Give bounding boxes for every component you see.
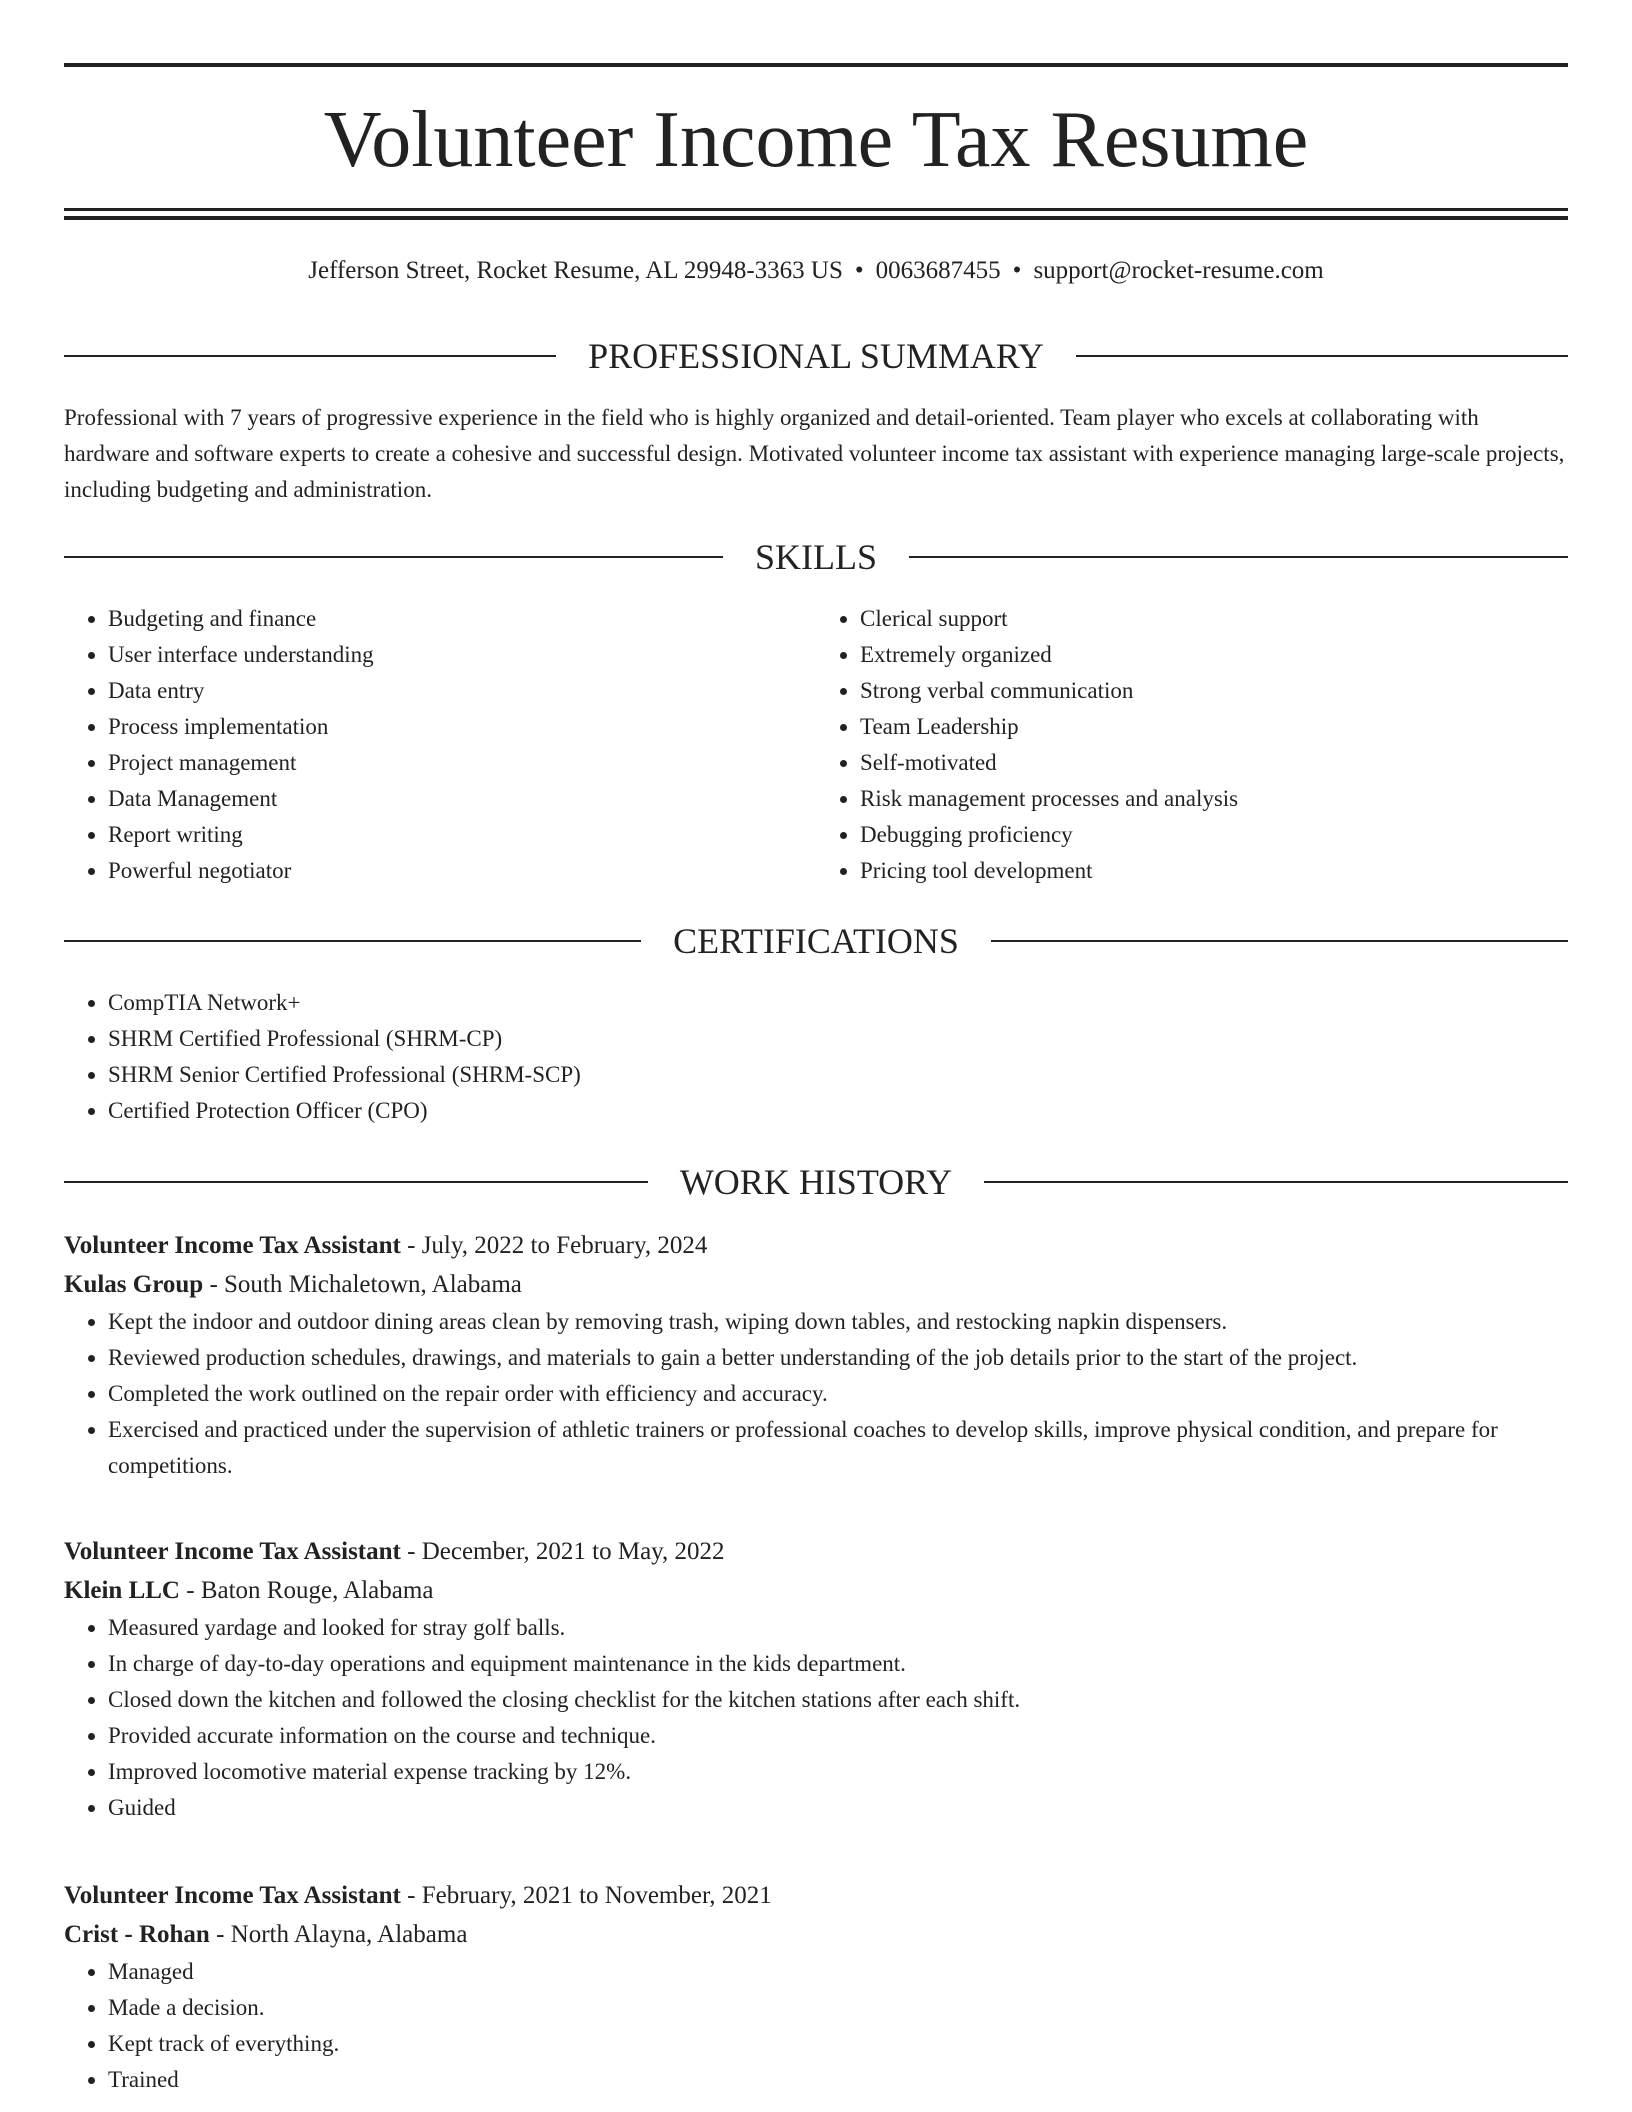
summary-text: Professional with 7 years of progressive experience in the field who is highly organized and detail-oriented. Team player who excels at collaborating with hardware and software experts to create a cohesive and successful design. Motivated volunteer income tax assistant with experience managing large-scale projects, including budgeting and administration.: [64, 405, 1565, 502]
section-rule: [64, 1181, 648, 1183]
skill-item: • Budgeting and finance: [108, 601, 816, 637]
contact-line: [64, 254, 1568, 288]
certifications-heading: CERTIFICATIONS: [673, 921, 959, 961]
job-entry: [64, 1532, 1568, 1826]
certifications-list: [64, 985, 1568, 1129]
top-rule: [64, 63, 1568, 67]
skill-item: • Clerical support: [860, 601, 1568, 637]
job-bullet: • Completed the work outlined on the repair order with efficiency and accuracy.: [108, 1376, 1568, 1412]
certification-item: • SHRM Certified Professional (SHRM-CP): [108, 1021, 1568, 1057]
skill-item: • Powerful negotiator: [108, 853, 816, 889]
skill-item: • Team Leadership: [860, 709, 1568, 745]
job-company: Crist - Rohan: [64, 1921, 210, 1948]
section-rule: [991, 940, 1568, 942]
contact-separator: •: [1012, 257, 1022, 284]
job-title-line: [64, 1876, 1568, 1915]
job-bullet: • Reviewed production schedules, drawings, and materials to gain a better understanding of the job details prior to the start of the project.: [108, 1340, 1568, 1376]
contact-address: Jefferson Street, Rocket Resume, AL 29948-3363 US: [308, 257, 843, 284]
job-dates: - July, 2022 to February, 2024: [400, 1232, 708, 1259]
skill-item: • Project management: [108, 745, 816, 781]
section-rule: [64, 556, 723, 558]
skill-item: • Risk management processes and analysis: [860, 781, 1568, 817]
job-location: - Baton Rouge, Alabama: [180, 1577, 434, 1604]
title-rule-lower: [64, 216, 1568, 220]
job-bullet: • Kept track of everything.: [108, 2026, 1568, 2062]
summary-heading: PROFESSIONAL SUMMARY: [588, 336, 1044, 376]
title-rule-upper: [64, 208, 1568, 211]
skill-item: • Data Management: [108, 781, 816, 817]
certification-item: • Certified Protection Officer (CPO): [108, 1093, 1568, 1129]
summary-section-header: [64, 334, 1568, 378]
section-rule: [984, 1181, 1568, 1183]
job-bullets: [64, 1610, 1568, 1826]
job-bullet: • Measured yardage and looked for stray golf balls.: [108, 1610, 1568, 1646]
skill-item: • Report writing: [108, 817, 816, 853]
skill-item: • Data entry: [108, 673, 816, 709]
job-company: Kulas Group: [64, 1271, 204, 1298]
job-dates: - February, 2021 to November, 2021: [400, 1882, 772, 1909]
job-company: Klein LLC: [64, 1577, 180, 1604]
job-bullet: • Trained: [108, 2062, 1568, 2098]
work-section-header: [64, 1160, 1568, 1204]
skill-item: • Process implementation: [108, 709, 816, 745]
job-entry: [64, 1876, 1568, 2098]
job-bullet: • In charge of day-to-day operations and equipment maintenance in the kids department.: [108, 1646, 1568, 1682]
section-rule: [64, 940, 641, 942]
job-company-line: [64, 1265, 1568, 1304]
job-title-line: [64, 1532, 1568, 1571]
skill-item: • Strong verbal communication: [860, 673, 1568, 709]
job-title: Volunteer Income Tax Assistant: [64, 1232, 401, 1259]
job-title: Volunteer Income Tax Assistant: [64, 1538, 401, 1565]
job-bullets: [64, 1954, 1568, 2098]
certifications-section-header: [64, 919, 1568, 963]
job-bullet: • Guided: [108, 1790, 1568, 1826]
skill-item: • Debugging proficiency: [860, 817, 1568, 853]
contact-email: support@rocket-resume.com: [1033, 257, 1324, 284]
skills-heading: SKILLS: [755, 537, 878, 577]
job-bullets: [64, 1304, 1568, 1484]
certifications-block: [64, 985, 1568, 1129]
job-dates: - December, 2021 to May, 2022: [400, 1538, 725, 1565]
job-company-line: [64, 1915, 1568, 1954]
job-location: - North Alayna, Alabama: [209, 1921, 468, 1948]
skill-item: • Pricing tool development: [860, 853, 1568, 889]
skill-item: • Extremely organized: [860, 637, 1568, 673]
skill-item: • Self-motivated: [860, 745, 1568, 781]
section-rule: [909, 556, 1568, 558]
certification-item: • SHRM Senior Certified Professional (SHRM-SCP): [108, 1057, 1568, 1093]
skill-item: • User interface understanding: [108, 637, 816, 673]
job-bullet: • Closed down the kitchen and followed the closing checklist for the kitchen stations after each shift.: [108, 1682, 1568, 1718]
job-bullet: • Managed: [108, 1954, 1568, 1990]
section-rule: [64, 355, 556, 357]
summary-block: [64, 400, 1568, 508]
job-title: Volunteer Income Tax Assistant: [64, 1882, 401, 1909]
job-bullet: • Exercised and practiced under the supervision of athletic trainers or professional coaches to develop skills, improve physical condition, and prepare for competitions.: [108, 1412, 1568, 1484]
contact-phone: 0063687455: [875, 257, 1001, 284]
section-rule: [1076, 355, 1568, 357]
job-bullet: • Provided accurate information on the course and technique.: [108, 1718, 1568, 1754]
job-entry: [64, 1226, 1568, 1484]
certification-item: • CompTIA Network+: [108, 985, 1568, 1021]
skills-columns: [64, 601, 1568, 889]
skills-section-header: [64, 535, 1568, 579]
job-bullet: • Made a decision.: [108, 1990, 1568, 2026]
contact-separator: •: [854, 257, 864, 284]
skills-list-right: [816, 601, 1568, 889]
work-heading: WORK HISTORY: [679, 1162, 953, 1202]
job-title-line: [64, 1226, 1568, 1265]
job-bullet: • Improved locomotive material expense tracking by 12%.: [108, 1754, 1568, 1790]
job-company-line: [64, 1571, 1568, 1610]
skills-list-left: [64, 601, 816, 889]
job-bullet: • Kept the indoor and outdoor dining areas clean by removing trash, wiping down tables, and restocking napkin dispensers.: [108, 1304, 1568, 1340]
resume-title: Volunteer Income Tax Resume: [323, 96, 1309, 184]
job-location: - South Michaletown, Alabama: [203, 1271, 522, 1298]
